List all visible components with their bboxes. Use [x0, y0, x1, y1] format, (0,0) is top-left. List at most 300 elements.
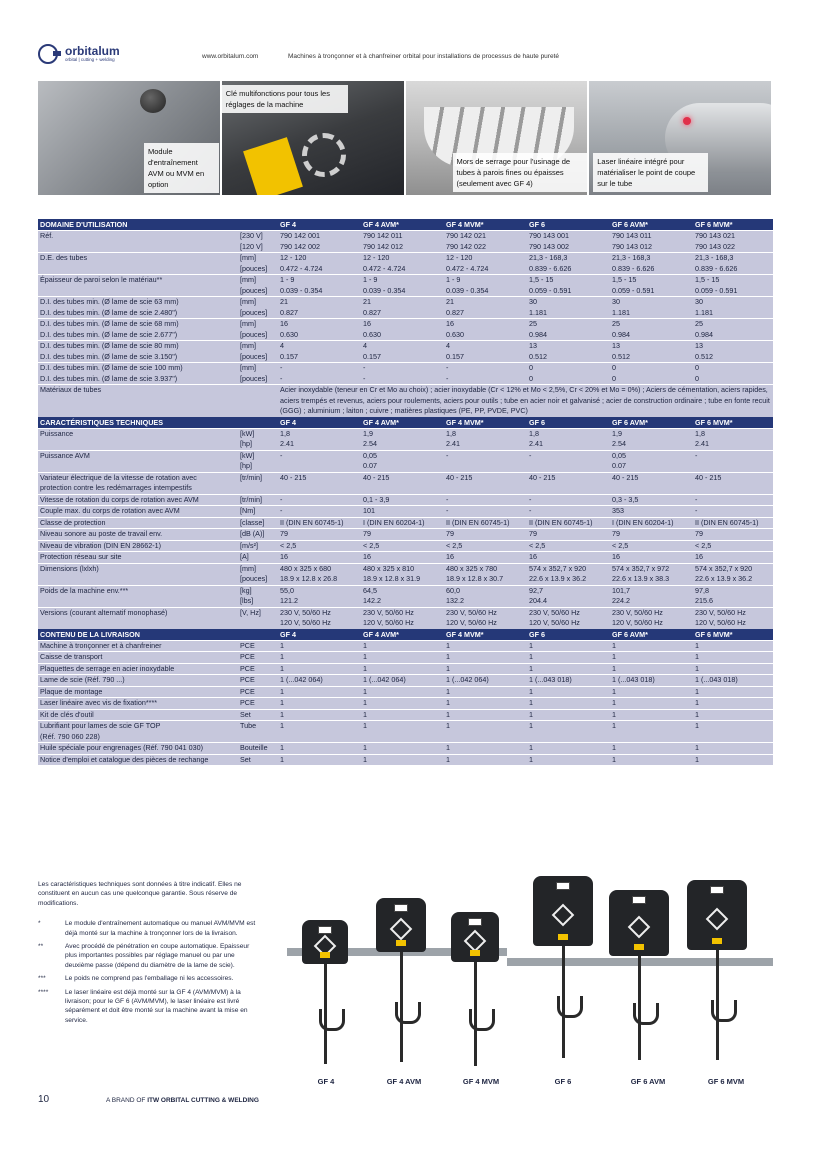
row-value	[278, 297, 361, 319]
row-unit	[238, 686, 278, 698]
row-unit-line: [120 V]	[240, 241, 263, 251]
table-row	[38, 529, 773, 541]
row-value	[693, 585, 773, 607]
row-value-line: 40 - 215	[529, 472, 556, 482]
orbitalum-logo	[38, 44, 120, 64]
row-label	[38, 721, 238, 743]
section-header	[38, 629, 773, 641]
row-value	[278, 506, 361, 518]
row-value	[610, 494, 693, 506]
row-value-line: 1.181	[529, 307, 548, 317]
machine-nameplate	[394, 904, 408, 912]
row-value-line: 21,3 - 168,3	[529, 253, 568, 262]
row-value-line: 0.039 - 0.354	[446, 285, 489, 295]
row-value-line: 4	[280, 341, 285, 350]
row-value	[278, 652, 361, 664]
row-value-line: 0	[695, 373, 700, 383]
row-value-line: 142.2	[363, 596, 382, 605]
table-row	[38, 743, 773, 755]
row-value-line: 120 V, 50/60 Hz	[363, 618, 414, 627]
row-value	[610, 529, 693, 541]
machine-label: GF 6 AVM	[630, 1077, 666, 1086]
row-value	[693, 552, 773, 564]
row-unit	[238, 743, 278, 755]
row-unit	[238, 675, 278, 687]
row-value-line: 0.984	[612, 329, 631, 339]
table-row	[38, 686, 773, 698]
row-value-line: 230 V, 50/60 Hz	[695, 607, 746, 617]
row-value-line: 2.41	[446, 439, 461, 448]
row-value-line: II (DIN EN 60745-1)	[280, 517, 344, 527]
row-value-line: 13	[695, 341, 704, 350]
row-value	[610, 709, 693, 721]
footnote-text: Avec procédé de pénétration en coupe automatique. Epaisseur plus importantes possibles par réglage manuel ou par une deuxième passe (dépend du diamètre de la lame de scie).	[65, 943, 250, 969]
row-value-line: 1,5 - 15	[529, 275, 554, 284]
row-value-line: 0.157	[446, 351, 465, 361]
row-value-line: 1	[612, 652, 617, 661]
row-value-line: 1	[280, 754, 285, 764]
materials-text: Acier inoxydable (teneur en Cr et Mo au choix) ; acier inoxydable (Cr < 12% et Mo < 2,5%, Cr < 20% et Mo = 0%) ; Aciers de cémentation, aciers rapides, aciers trempés et revenus, aciers pour roulements, aciers pour outils ; tube en acier noir et galvanisé ; acier de construction ordinaire ; tube en fonte recuit (GGG) ; aluminium ; laiton ; cuivre ; matières plastiques (PE, PP, PVDE, PVC)	[278, 385, 773, 417]
row-unit	[238, 652, 278, 664]
row-value-line: 1	[529, 721, 534, 730]
row-value-line: 40 - 215	[446, 472, 473, 482]
section-title: DOMAINE D'UTILISATION	[38, 219, 278, 231]
row-value-line	[529, 461, 608, 472]
row-value	[527, 275, 610, 297]
row-value-line: 13	[529, 341, 538, 350]
row-value-line: -	[280, 363, 283, 372]
row-value	[610, 319, 693, 341]
brand-prefix: A BRAND OF	[106, 1097, 146, 1104]
row-value-line	[280, 461, 359, 472]
row-label-line: (Réf. 790 060 228)	[40, 731, 100, 741]
row-unit	[238, 450, 278, 472]
row-unit-line: [pouces]	[240, 307, 268, 317]
row-unit-line: [mm]	[240, 319, 256, 328]
logo-tagline: orbital | cutting + welding	[65, 57, 115, 63]
machine-handle	[469, 1009, 495, 1031]
row-value	[610, 663, 693, 675]
row-value-line: 1	[363, 698, 368, 707]
row-value-line: 0.512	[612, 351, 631, 361]
row-value	[693, 529, 773, 541]
row-value	[278, 563, 361, 585]
row-value-line: 204.4	[529, 596, 548, 605]
row-unit-line	[240, 483, 276, 494]
row-value-line: 101	[363, 506, 376, 515]
row-value-line: II (DIN EN 60745-1)	[446, 517, 510, 527]
row-value	[278, 253, 361, 275]
row-value	[610, 640, 693, 652]
row-value-line: 0.839 - 6.626	[529, 263, 572, 273]
row-value-line: 22.6 x 13.9 x 38.3	[612, 574, 670, 583]
row-value	[693, 253, 773, 275]
row-value-line: 1	[280, 640, 285, 650]
row-value-line: -	[363, 373, 366, 383]
row-value	[361, 607, 444, 629]
row-value	[527, 517, 610, 529]
row-value-line: -	[695, 494, 698, 504]
row-value	[278, 275, 361, 297]
row-unit-line: [hp]	[240, 439, 252, 448]
model-header: GF 4	[278, 417, 361, 429]
photo-caption: Mors de serrage pour l'usinage de tubes à parois fines ou épaisses (seulement avec GF 4)	[453, 153, 587, 192]
row-value	[278, 721, 361, 743]
row-value-line: < 2,5	[695, 540, 712, 550]
row-value	[527, 297, 610, 319]
row-value-line: 0.472 - 4.724	[446, 263, 489, 273]
row-label-line: D.E. des tubes	[40, 253, 88, 262]
row-value-line: 790 142 002	[280, 241, 320, 251]
row-value	[278, 472, 361, 494]
row-value-line: 480 x 325 x 680	[280, 563, 332, 573]
machine-handle	[319, 1009, 345, 1031]
row-value-line: 1 (...042 064)	[280, 675, 323, 684]
row-value-line: 1	[446, 652, 451, 661]
row-value	[527, 698, 610, 710]
row-label	[38, 563, 238, 585]
section-header	[38, 417, 773, 429]
row-value-line: -	[446, 373, 449, 383]
row-value-line: 40 - 215	[695, 472, 722, 482]
row-value-line: 16	[280, 552, 289, 561]
row-value	[693, 472, 773, 494]
row-label	[38, 663, 238, 675]
row-unit-line: [Nm]	[240, 506, 256, 515]
model-header: GF 6 MVM*	[693, 219, 773, 231]
row-value-line: 1 - 9	[280, 275, 295, 284]
row-value-line: 1	[280, 709, 285, 719]
row-value-line: 21	[363, 297, 372, 306]
row-label-line: Lubrifiant pour lames de scie GF TOP	[40, 721, 161, 730]
row-label	[38, 275, 238, 297]
row-value-line	[280, 732, 359, 743]
machine-label: GF 4	[317, 1077, 335, 1086]
row-unit-line: [kW]	[240, 450, 255, 460]
row-value-line: 1.181	[695, 307, 714, 317]
row-unit	[238, 721, 278, 743]
row-unit-line: [pouces]	[240, 329, 268, 339]
row-value-line: 0.472 - 4.724	[280, 263, 323, 273]
row-unit-line: [mm]	[240, 563, 256, 573]
row-value	[361, 563, 444, 585]
row-label-line: D.I. des tubes min. (Ø lame de scie 2.677")	[40, 329, 178, 339]
row-value	[361, 517, 444, 529]
row-value-line: 0.839 - 6.626	[695, 263, 738, 273]
row-value-line: 1,8	[529, 428, 540, 438]
row-value-line: 1 (...043 018)	[612, 675, 655, 684]
row-value	[444, 675, 527, 687]
row-value-line: 1	[363, 743, 368, 752]
row-value-line: 0,3 - 3,5	[612, 494, 639, 504]
row-unit	[238, 275, 278, 297]
row-value	[278, 231, 361, 253]
row-unit-line: PCE	[240, 698, 255, 707]
row-value	[361, 428, 444, 450]
row-unit	[238, 363, 278, 385]
row-value-line: 1	[446, 663, 451, 673]
row-value	[278, 552, 361, 564]
row-value-line: 0.512	[695, 351, 714, 361]
row-value	[278, 686, 361, 698]
page-number: 10	[38, 1094, 50, 1105]
row-value-line: 0	[529, 373, 534, 383]
row-value	[361, 754, 444, 765]
footnote-text: Le poids ne comprend pas l'emballage ni les accessoires.	[65, 975, 234, 983]
row-value-line: 1	[446, 754, 451, 764]
row-value-line: 480 x 325 x 780	[446, 563, 498, 573]
row-value-line: 224.2	[612, 596, 631, 605]
row-value-line: 0.039 - 0.354	[363, 285, 406, 295]
row-value-line: 1	[612, 709, 617, 719]
machine-drawing	[302, 920, 348, 1064]
row-value	[610, 363, 693, 385]
footnote-mark: **	[38, 943, 44, 951]
row-value-line: 79	[529, 529, 538, 538]
row-label-line: Couple max. du corps de rotation avec AVM	[40, 506, 180, 515]
row-value-line: 12 - 120	[446, 253, 473, 262]
row-unit-line: [mm]	[240, 253, 256, 262]
row-value-line: -	[446, 363, 449, 372]
row-label	[38, 472, 238, 494]
row-value	[527, 540, 610, 552]
row-label	[38, 552, 238, 564]
row-label	[38, 319, 238, 341]
row-value	[361, 363, 444, 385]
row-unit-line: [pouces]	[240, 373, 268, 383]
row-value	[527, 743, 610, 755]
row-value-line: 0.059 - 0.591	[612, 285, 655, 295]
row-unit-line: Bouteille	[240, 743, 268, 752]
row-value	[278, 450, 361, 472]
row-value-line: 1	[529, 663, 534, 673]
row-value	[527, 506, 610, 518]
row-value	[527, 721, 610, 743]
row-value	[527, 363, 610, 385]
row-value-line: 574 x 352,7 x 972	[612, 563, 670, 573]
row-value	[361, 552, 444, 564]
row-value-line: 21	[280, 297, 289, 306]
row-label-line: Plaquettes de serrage en acier inoxydable	[40, 663, 175, 673]
row-value-line: 2.54	[363, 439, 378, 448]
row-label-line: Notice d'emploi et catalogue des pièces de rechange	[40, 754, 209, 764]
footnote-text: Le module d'entraînement automatique ou manuel AVM/MVM est déjà monté sur la machine à tronçonner lors de la livraison.	[65, 920, 256, 937]
row-value-line: 790 143 022	[695, 241, 735, 251]
row-value	[444, 640, 527, 652]
row-value-line: 1	[363, 709, 368, 719]
row-unit	[238, 540, 278, 552]
row-value-line: 64,5	[363, 585, 378, 595]
row-label-line: D.I. des tubes min. (Ø lame de scie 3.150")	[40, 351, 178, 361]
row-value-line: 12 - 120	[280, 253, 307, 262]
row-value-line: 79	[280, 529, 289, 538]
machine-drawing	[533, 876, 593, 1058]
row-label-line: Vitesse de rotation du corps de rotation avec AVM	[40, 494, 199, 504]
row-value-line: -	[529, 506, 532, 515]
machine-drawing	[609, 890, 669, 1060]
model-header: GF 4 AVM*	[361, 219, 444, 231]
row-label-line: Niveau sonore au poste de travail env.	[40, 529, 163, 538]
row-value	[278, 517, 361, 529]
row-value	[693, 698, 773, 710]
row-value	[361, 450, 444, 472]
footnote-list	[38, 919, 258, 1025]
row-unit	[238, 529, 278, 541]
row-value	[444, 663, 527, 675]
machine-label: GF 4 AVM	[386, 1077, 422, 1086]
table-row	[38, 253, 773, 275]
row-value	[278, 363, 361, 385]
row-unit	[238, 640, 278, 652]
row-label-line: Niveau de vibration (DIN EN 28662-1)	[40, 540, 162, 550]
row-value-line: 1	[363, 652, 368, 661]
row-value	[444, 341, 527, 363]
row-value-line: 0.059 - 0.591	[529, 285, 572, 295]
row-label-line: Puissance AVM	[40, 450, 90, 460]
row-unit-line: [mm]	[240, 363, 256, 372]
row-unit-line: [mm]	[240, 341, 256, 350]
row-value-line: 30	[612, 297, 621, 306]
row-value-line: 230 V, 50/60 Hz	[612, 607, 663, 617]
table-row	[38, 517, 773, 529]
row-value-line: < 2,5	[446, 540, 463, 550]
row-value-line: 0.07	[363, 461, 378, 470]
row-value-line: 0.630	[363, 329, 382, 339]
row-value	[444, 517, 527, 529]
row-value-line: 215.6	[695, 596, 714, 605]
row-value-line: -	[446, 494, 449, 504]
orbitalum-logo-icon	[38, 44, 58, 64]
row-label	[38, 585, 238, 607]
row-value	[527, 563, 610, 585]
table-row	[38, 709, 773, 721]
row-value	[693, 754, 773, 765]
row-value-line: 13	[612, 341, 621, 350]
row-value-line: 574 x 352,7 x 920	[695, 563, 753, 573]
row-value-line: 1	[612, 698, 617, 707]
row-unit	[238, 585, 278, 607]
row-value	[444, 275, 527, 297]
row-unit	[238, 517, 278, 529]
photo-caption: Clé multifonctions pour tous les réglages de la machine	[222, 85, 348, 113]
row-value-line: 1	[280, 652, 285, 661]
row-label-line: Réf.	[40, 231, 54, 240]
row-label-line: Laser linéaire avec vis de fixation****	[40, 698, 158, 707]
row-label	[38, 607, 238, 629]
row-value	[610, 754, 693, 765]
row-value-line: 60,0	[446, 585, 461, 595]
row-label	[38, 297, 238, 319]
row-value	[444, 607, 527, 629]
photo-line-laser	[589, 81, 771, 195]
row-value-line: 0	[695, 363, 700, 372]
row-value-line: 0.839 - 6.626	[612, 263, 655, 273]
row-value	[527, 675, 610, 687]
row-unit	[238, 494, 278, 506]
row-value-line: 132.2	[446, 596, 465, 605]
row-value-line: 1	[529, 686, 534, 696]
row-value-line: 1	[529, 743, 534, 752]
row-value	[610, 585, 693, 607]
row-value	[361, 506, 444, 518]
row-value	[444, 319, 527, 341]
table-row	[38, 319, 773, 341]
row-label-line: Huile spéciale pour engrenages (Réf. 790 041 030)	[40, 743, 204, 752]
row-value-line: 0.827	[280, 307, 299, 317]
row-value-line: 1,8	[446, 428, 457, 438]
row-value-line: 0.059 - 0.591	[695, 285, 738, 295]
row-value-line: 16	[363, 552, 372, 561]
row-value	[444, 585, 527, 607]
row-value	[610, 686, 693, 698]
row-value-line: 1	[612, 663, 617, 673]
row-value-line: 16	[612, 552, 621, 561]
row-unit	[238, 341, 278, 363]
row-value	[361, 319, 444, 341]
row-value	[527, 428, 610, 450]
row-value-line: -	[363, 363, 366, 372]
row-value-line: 1.181	[612, 307, 631, 317]
section-title: CARACTÉRISTIQUES TECHNIQUES	[38, 417, 278, 429]
photo-multi-tool-key	[222, 81, 404, 195]
row-value	[361, 494, 444, 506]
machine-drawing	[376, 898, 426, 1062]
row-value	[610, 540, 693, 552]
warning-label	[396, 940, 406, 946]
table-row	[38, 721, 773, 743]
row-value	[610, 253, 693, 275]
row-label	[38, 450, 238, 472]
header-description: Machines à tronçonner et à chanfreiner orbital pour installations de processus de haute pureté	[288, 53, 559, 60]
row-unit-line	[240, 732, 276, 743]
table-row	[38, 563, 773, 585]
row-value-line: 1	[446, 709, 451, 719]
row-value-line: 1	[695, 709, 700, 719]
row-value-line: 22.6 x 13.9 x 36.2	[695, 574, 753, 583]
table-row	[38, 585, 773, 607]
table-row	[38, 275, 773, 297]
row-value-line: 790 142 012	[363, 241, 403, 251]
row-value-line: 0.827	[446, 307, 465, 317]
row-value-line: 1	[363, 754, 368, 764]
row-value-line: 1	[612, 686, 617, 696]
row-unit-line: [pouces]	[240, 351, 268, 361]
row-value-line	[363, 483, 442, 494]
row-value-line: 101,7	[612, 585, 631, 595]
row-value	[693, 540, 773, 552]
row-unit-line: [dB (A)]	[240, 529, 265, 538]
row-value	[693, 494, 773, 506]
row-value	[444, 563, 527, 585]
row-value	[693, 319, 773, 341]
row-value	[693, 709, 773, 721]
row-value-line: 0,05	[612, 450, 627, 460]
row-value-line: 120 V, 50/60 Hz	[529, 618, 580, 627]
row-unit	[238, 253, 278, 275]
warning-label	[712, 938, 722, 944]
row-unit-line: [tr/min]	[240, 472, 262, 482]
row-value	[361, 652, 444, 664]
row-value-line: 0	[612, 363, 617, 372]
row-value-line: 40 - 215	[280, 472, 307, 482]
row-label-line: Lame de scie (Réf. 790 ...)	[40, 675, 125, 684]
row-unit-line: [A]	[240, 552, 249, 561]
row-value	[444, 472, 527, 494]
row-unit	[238, 506, 278, 518]
row-value	[693, 686, 773, 698]
row-label-line: Poids de la machine env.***	[40, 585, 129, 595]
row-label-line: Machine à tronçonner et à chanfreiner	[40, 640, 162, 650]
